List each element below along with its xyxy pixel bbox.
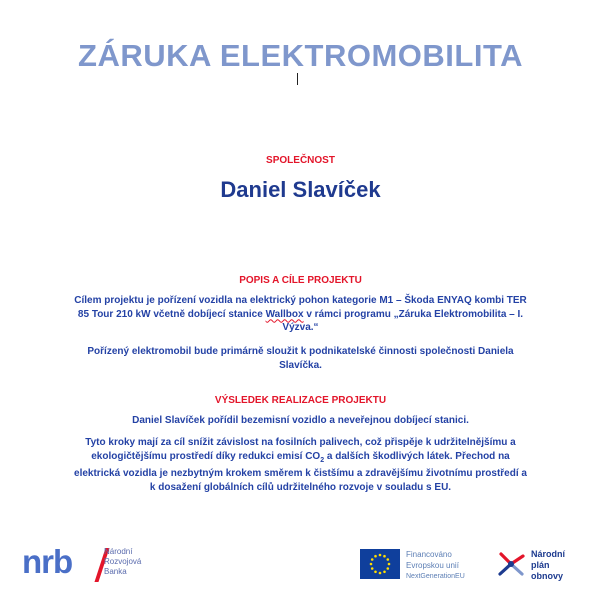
page-title: ZÁRUKA ELEKTROMOBILITA — [78, 38, 523, 73]
company-label: SPOLEČNOST — [266, 155, 335, 166]
co2-subscript: 2 — [320, 456, 325, 464]
nrb-line-1: Národní — [104, 547, 133, 556]
company-name: Daniel Slavíček — [220, 177, 381, 202]
eu-line-2: Evropskou unií — [406, 561, 459, 570]
eu-flag-icon — [360, 549, 400, 579]
eu-line-3: NextGenerationEU — [406, 573, 465, 580]
project-result-label: VÝSLEDEK REALIZACE PROJEKTU — [214, 395, 387, 406]
project-result-paragraph-1: Daniel Slavíček pořídil bezemisní vozidlo a neveřejnou dobíjecí stanici. — [132, 415, 469, 426]
nrb-text — [104, 547, 164, 577]
npo-line-3: obnovy — [531, 571, 564, 581]
result-text-start: Tyto kroky mají za cíl snížit závislost na fosilních palivech, což přispěje k udržitelnějšímu a ekologičtějšímu prostředí díky redukci emisí CO — [85, 437, 516, 462]
nrb-line-3: Banka — [104, 567, 127, 576]
description-text-start: Cílem projektu je pořízení vozidla na elektrický pohon kategorie M1 – Škoda ENYAQ kombi TER 85 Tour 210 kW včetně dobíjecí stanice — [74, 295, 527, 320]
wallbox-word: Wallbox — [265, 308, 304, 320]
npo-line-1: Národní — [531, 549, 566, 559]
npo-text — [531, 549, 591, 582]
project-result-paragraph-2 — [70, 436, 531, 494]
nrb-line-2: Rozvojová — [104, 557, 142, 566]
text-cursor — [297, 73, 298, 85]
project-description-label: POPIS A CÍLE PROJEKTU — [239, 275, 362, 286]
eu-funding-text — [406, 549, 496, 582]
description-text-end: v rámci programu „Záruka Elektromobilita – I. Výzva.“ — [282, 308, 524, 333]
project-description-paragraph-1 — [70, 294, 531, 335]
npo-logo-icon — [495, 548, 527, 580]
nrb-wordmark: nrb — [22, 543, 73, 580]
project-description-paragraph-2: Pořízený elektromobil bude primárně sloužit k podnikatelské činnosti společnosti Daniela Slavíčka. — [87, 346, 514, 371]
npo-line-2: plán — [531, 560, 550, 570]
eu-line-1: Financováno — [406, 550, 452, 559]
result-text-end: a dalších škodlivých látek. Přechod na elektrická vozidla je nezbytným krokem směrem k čistšímu a zdravějšímu životnímu prostředí a k dosažení globálních cílů udržitelného rozvoje v souladu s EU. — [74, 450, 527, 493]
eu-stars-icon — [360, 549, 400, 579]
